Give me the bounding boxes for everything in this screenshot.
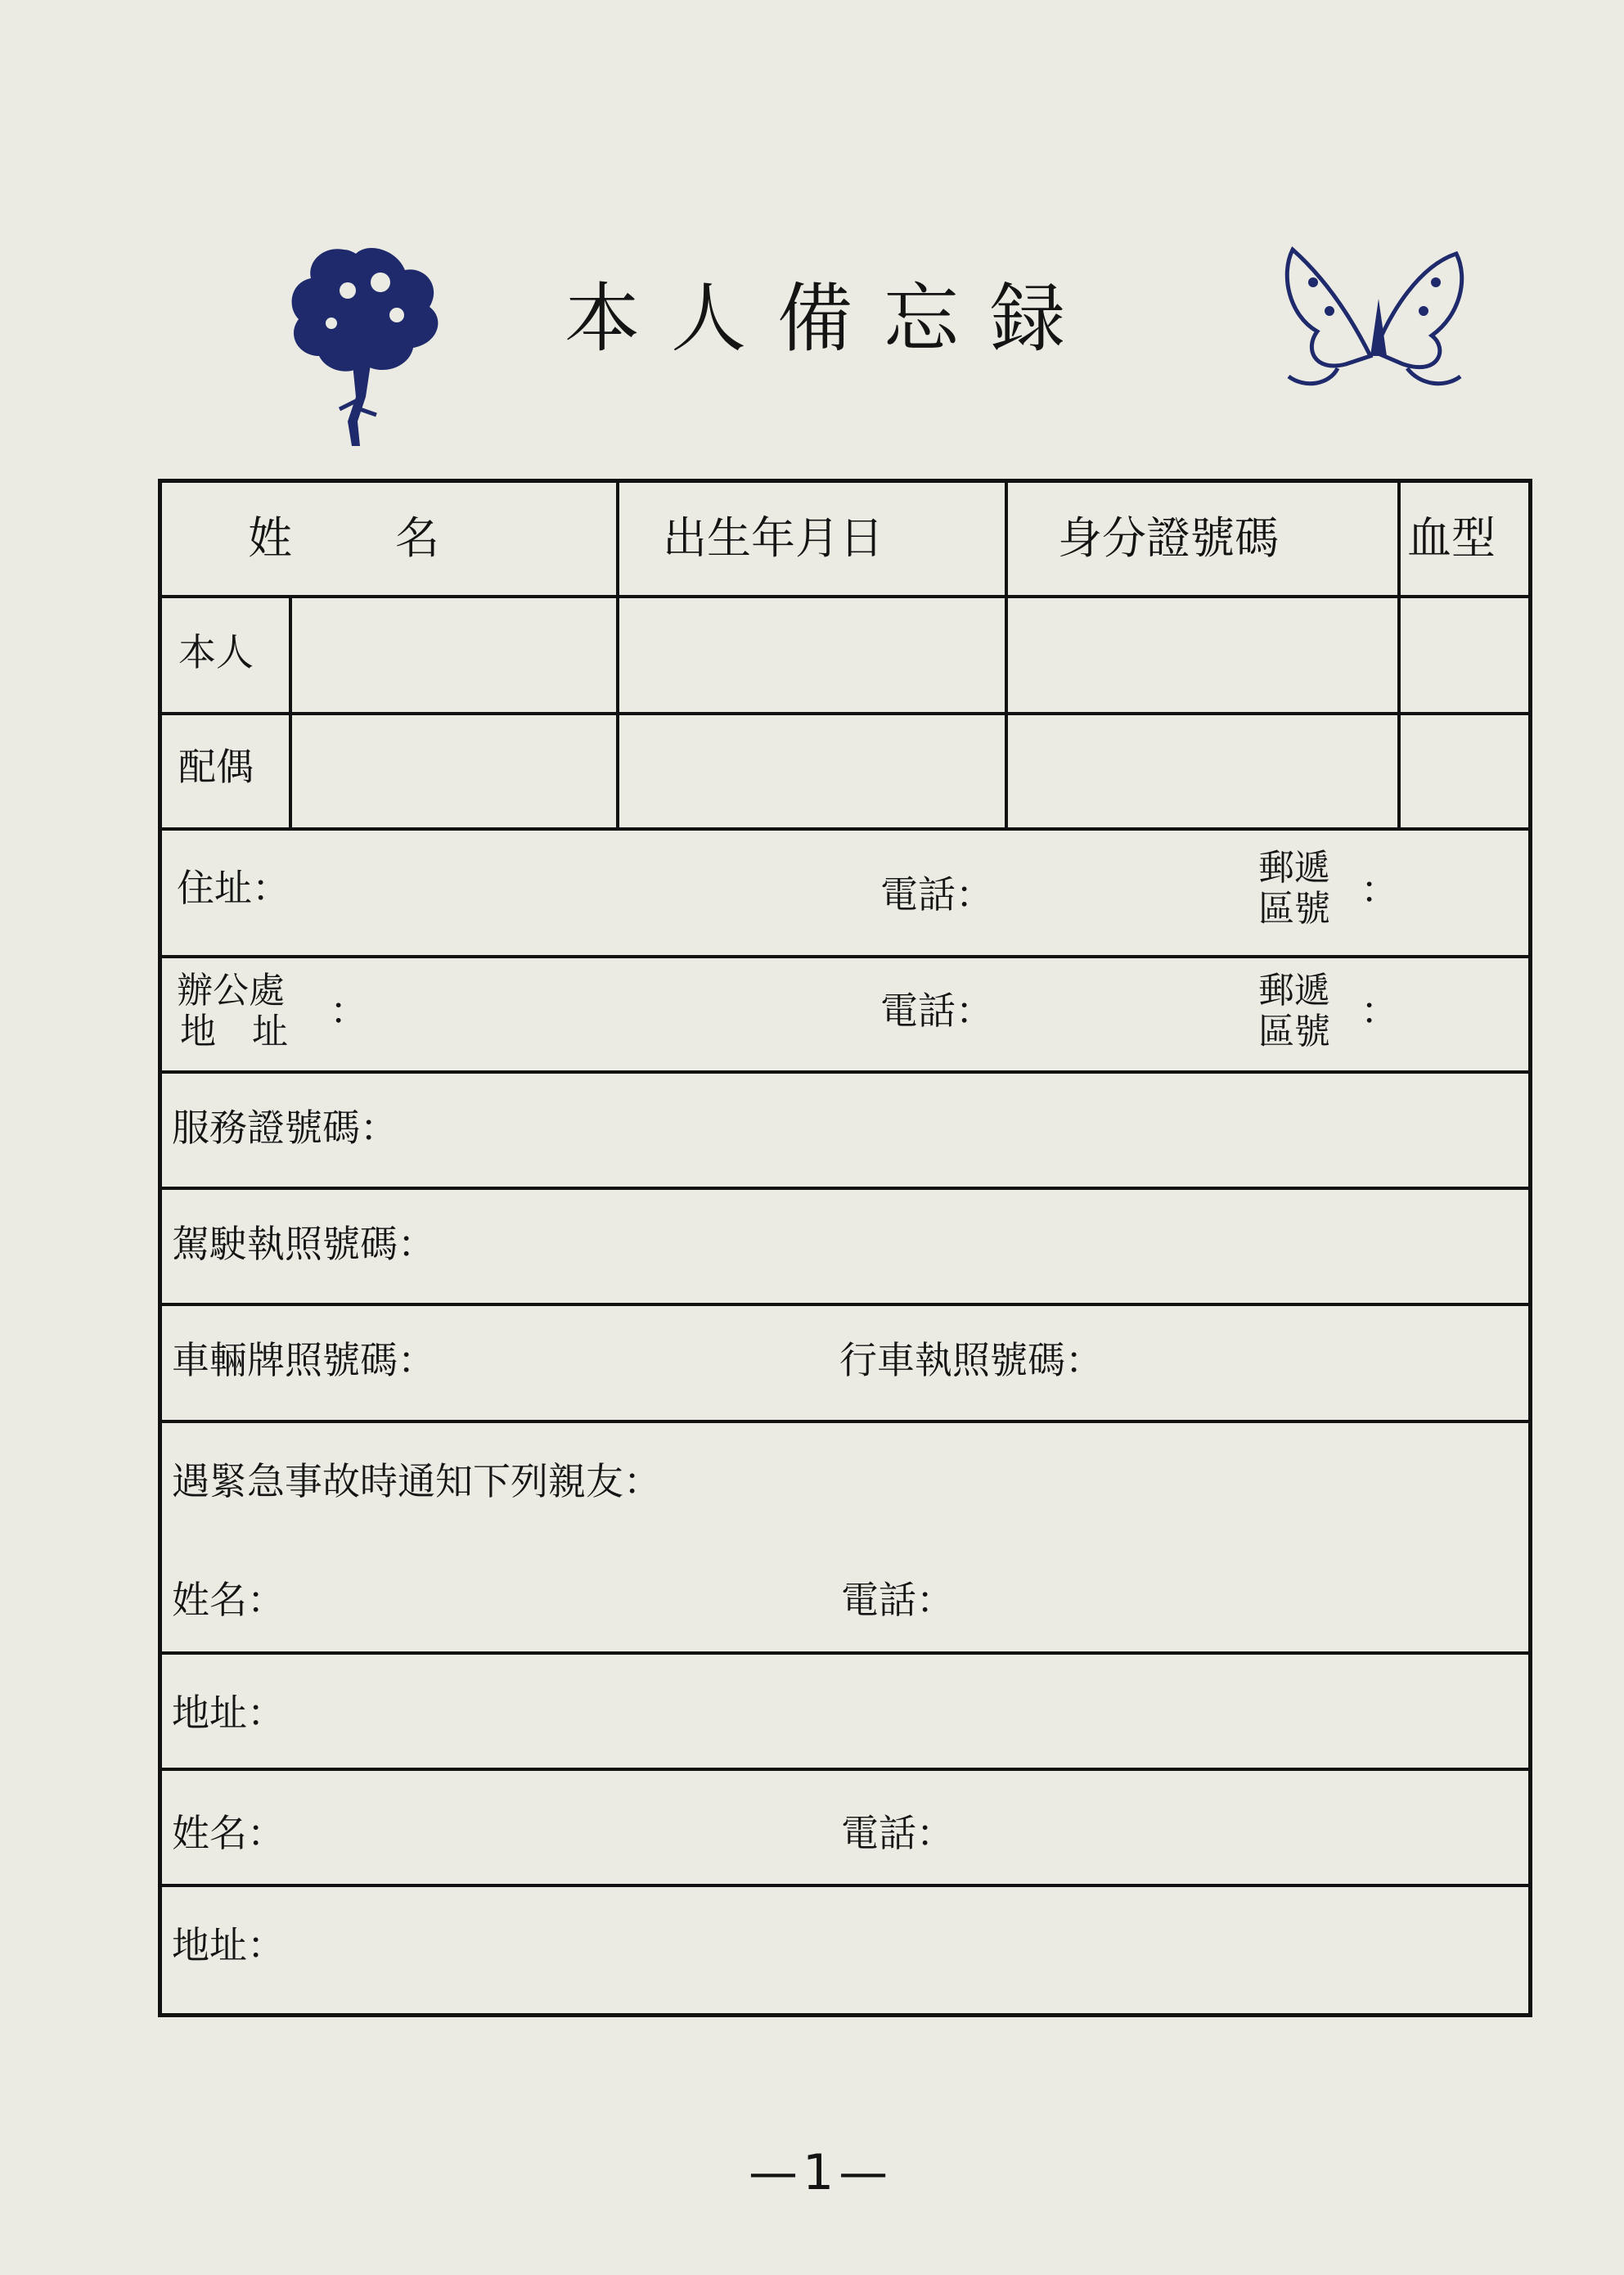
phone-label: 電話： xyxy=(880,872,993,917)
office-postal-label-line2: 區號 xyxy=(1258,1011,1330,1052)
memo-form xyxy=(158,479,1532,2017)
address-label: 住址： xyxy=(177,866,290,910)
row-divider xyxy=(162,712,1528,715)
column-divider xyxy=(289,595,292,830)
header-dob: 出生年月日 xyxy=(663,512,884,564)
header-id-number: 身分證號碼 xyxy=(1058,512,1279,564)
header-blood-type: 血型 xyxy=(1407,512,1496,564)
row-divider xyxy=(162,595,1528,598)
plate-number-label: 車輛牌照號碼： xyxy=(172,1338,435,1382)
office-postal-label-line1: 郵遞 xyxy=(1258,970,1330,1011)
row-label-self: 本人 xyxy=(178,630,254,674)
contact-2-name-label: 姓名： xyxy=(172,1811,285,1855)
column-divider xyxy=(1397,483,1401,830)
vehicle-license-label: 行車執照號碼： xyxy=(839,1338,1103,1382)
contact-1-address-label: 地址： xyxy=(172,1691,285,1735)
postal-code-label-line2: 區號 xyxy=(1258,888,1330,930)
header-name: 姓 名 xyxy=(248,512,444,564)
contact-1-name-label: 姓名： xyxy=(172,1578,285,1622)
row-divider xyxy=(162,955,1528,958)
service-id-label: 服務證號碼： xyxy=(172,1106,398,1150)
row-divider xyxy=(162,1651,1528,1655)
row-divider xyxy=(162,1187,1528,1190)
column-divider xyxy=(1005,483,1008,830)
row-divider xyxy=(162,1420,1528,1423)
postal-code-colon: ： xyxy=(1361,867,1398,912)
row-divider xyxy=(162,1768,1528,1771)
emergency-contact-heading: 遇緊急事故時通知下列親友： xyxy=(172,1459,661,1503)
contact-2-address-label: 地址： xyxy=(172,1923,285,1967)
office-address-label-line2: 地 址 xyxy=(180,1011,288,1052)
row-divider xyxy=(162,1070,1528,1074)
row-label-spouse: 配偶 xyxy=(178,745,254,789)
contact-2-phone-label: 電話： xyxy=(841,1811,954,1855)
driver-license-label: 駕駛執照號碼： xyxy=(172,1222,435,1266)
row-divider xyxy=(162,1303,1528,1306)
contact-1-phone-label: 電話： xyxy=(841,1578,954,1622)
office-postal-colon: ： xyxy=(1361,989,1398,1033)
column-divider xyxy=(616,483,619,830)
row-divider xyxy=(162,827,1528,831)
page-title: 本人備忘録 xyxy=(565,275,1097,363)
page-number: —1— xyxy=(749,2144,893,2201)
office-address-colon: ： xyxy=(330,989,367,1033)
office-address-label-line1: 辦公處 xyxy=(177,970,285,1011)
office-phone-label: 電話： xyxy=(880,989,993,1033)
postal-code-label-line1: 郵遞 xyxy=(1258,847,1330,889)
row-divider xyxy=(162,1884,1528,1887)
tree-illustration xyxy=(274,233,450,454)
butterfly-illustration xyxy=(1256,233,1485,397)
